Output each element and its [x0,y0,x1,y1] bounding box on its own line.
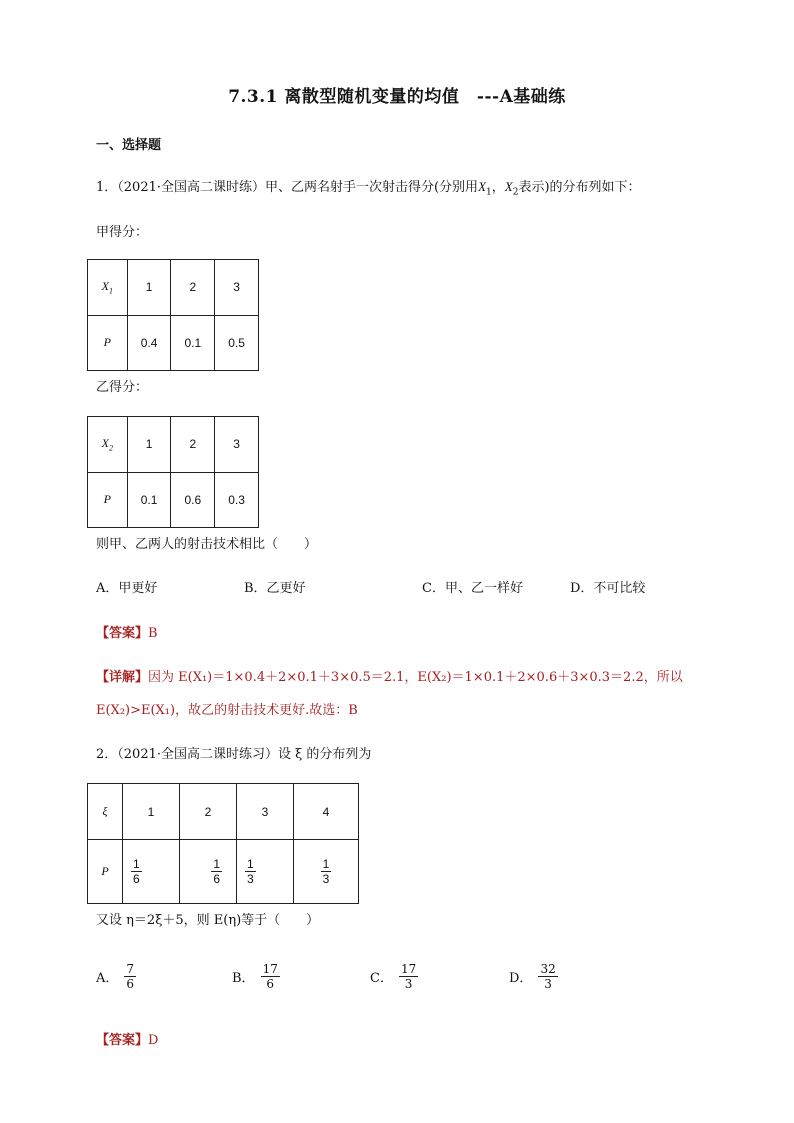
q1-t1-cell: 0.1 [171,315,215,371]
q1-ask: 则甲、乙两人的射击技术相比（ ） [96,537,318,552]
q1-t1-cell: 0.4 [127,315,171,371]
q1-detail-text1: 因为 E(X₁)＝1×0.4＋2×0.1＋3×0.5＝2.1，E(X₂)＝1×0.1＋2×0.6＋3×0.3＝2.2，所以 [148,670,683,685]
q2-fraction: $\frac{1}{6}$ [133,857,140,886]
q1-detail-line1 [96,669,683,687]
q2-cell: 2 [180,784,237,840]
q1-var-x2: X [504,179,513,194]
q1-detail-line2: E(X₂)>E(X₁)，故乙的射击技术更好.故选：B [96,703,358,718]
q1-t1-cell: 1 [127,260,171,316]
q1-stem-text-b: 表示)的分布列如下： [518,180,641,195]
q1-var-x2-sub: 2 [512,187,519,198]
document-title: 7.3.1 离散型随机变量的均值 ---A基础练 [228,87,566,107]
q1-t2-cell: 1 [127,417,171,473]
q2-fraction: $\frac{1}{3}$ [322,857,330,886]
q1-stem-text-a: 1．（2021·全国高二课时练）甲、乙两名射手一次射击得分(分别用 [96,180,479,195]
q1-answer-value: B [148,626,158,641]
q2-option-d[interactable] [509,962,558,991]
q2-option-fraction: $\frac{17}{6}$ [262,962,278,991]
q2-option-label: C． [370,971,393,986]
section-heading: 一、选择题 [96,138,162,153]
q2-option-c[interactable] [370,962,418,991]
q2-option-a[interactable] [96,962,136,991]
q2-answer [96,1032,158,1050]
q2-frac-cell [180,840,237,904]
q2-table [87,783,359,904]
q2-option-b[interactable] [232,962,280,991]
q1-sep: ， [491,180,505,195]
q1-t2-cell: 0.1 [127,472,171,528]
q1-t1-head-p: P [88,315,128,371]
q1-t1-head-x1: $X_1$ [88,260,128,316]
q1-jia-label: 甲得分： [96,225,149,240]
q1-option-d[interactable]: D．不可比较 [570,581,646,596]
q2-frac-cell [294,840,359,904]
q2-cell: 3 [237,784,294,840]
q1-yi-label: 乙得分： [96,380,149,395]
q2-frac-cell [237,840,294,904]
q1-t2-cell: 3 [215,417,259,473]
q2-option-fraction: $\frac{7}{6}$ [126,962,135,991]
q2-head-xi: ξ [88,784,123,840]
q2-option-fraction: $\frac{32}{3}$ [540,962,556,991]
q1-table-yi [87,416,259,528]
q1-option-c[interactable]: C．甲、乙一样好 [422,581,523,596]
q1-t2-cell: 0.6 [171,472,215,528]
q2-fraction: $\frac{1}{6}$ [213,857,220,886]
q1-var-x1: X [478,179,487,194]
q1-table-jia [87,259,259,371]
q1-t2-cell: 0.3 [215,472,259,528]
q1-t1-cell: 3 [215,260,259,316]
q1-answer-tag: 【答案】 [96,626,149,641]
q2-option-fraction: $\frac{17}{3}$ [400,962,417,991]
q1-option-a[interactable]: A．甲更好 [96,581,158,596]
q1-stem [96,178,641,202]
q1-t2-head-x2: $X_2$ [88,417,128,473]
q2-stem: 2．（2021·全国高二课时练习）设 ξ 的分布列为 [96,747,372,762]
q2-option-label: A． [96,971,119,986]
q2-option-label: D． [509,971,533,986]
q2-fraction: $\frac{1}{3}$ [247,857,254,886]
q2-cell: 4 [294,784,359,840]
q1-t1-cell: 2 [171,260,215,316]
q2-head-p: P [88,840,123,904]
q2-option-label: B． [232,971,255,986]
q2-answer-value: D [148,1033,159,1048]
q1-answer [96,625,158,643]
q2-ask: 又设 η＝2ξ＋5，则 E(η)等于（ ） [96,913,320,928]
q1-var-x1-sub: 1 [486,187,492,198]
q2-cell: 1 [123,784,180,840]
q2-frac-cell [123,840,180,904]
q1-option-b[interactable]: B．乙更好 [244,581,306,596]
q1-t2-cell: 2 [171,417,215,473]
q1-detail-tag: 【详解】 [96,670,149,685]
q1-t2-head-p: P [88,472,128,528]
q1-t1-cell: 0.5 [215,315,259,371]
q2-answer-tag: 【答案】 [96,1033,149,1048]
